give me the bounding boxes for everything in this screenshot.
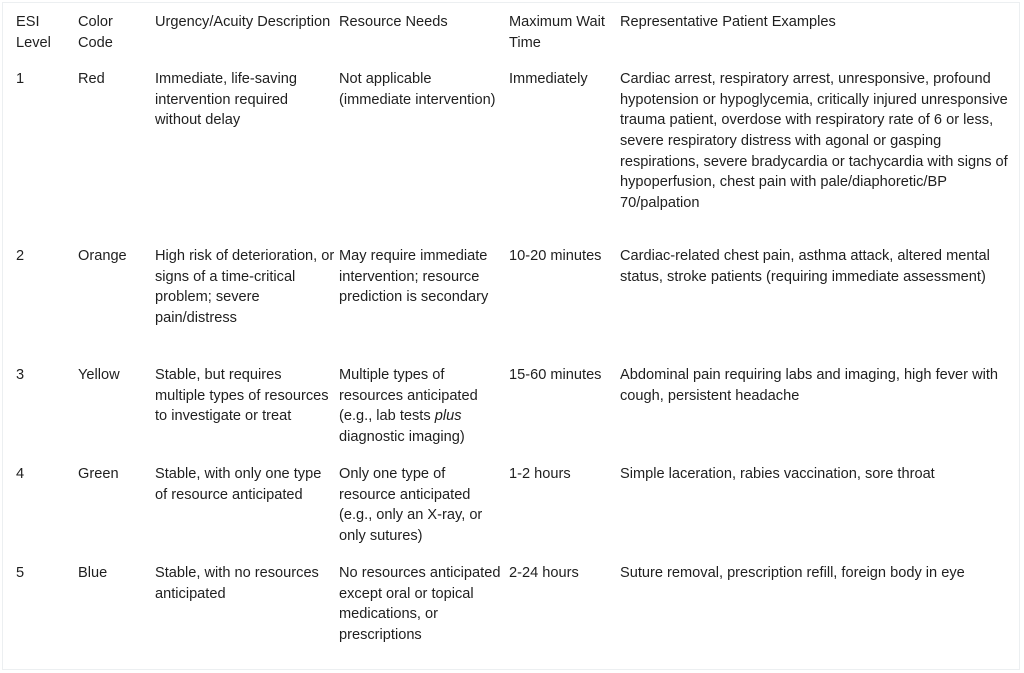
table-row — [0, 464, 1024, 563]
cell-patient-examples: Cardiac-related chest pain, asthma attack, altered mental status, stroke patients (requiring immediate assessment) — [620, 248, 990, 285]
cell-max-wait-time: 10-20 minutes — [509, 248, 602, 265]
cell-resource-needs: Not applicable (immediate intervention) — [339, 71, 496, 108]
cell-color-code: Yellow — [78, 367, 120, 384]
cell-esi-level: 5 — [16, 565, 25, 582]
table-row — [0, 563, 1024, 665]
resources-text-emphasis: plus — [434, 408, 462, 425]
cell-resource-needs: May require immediate intervention; resource prediction is secondary — [339, 248, 489, 306]
cell-urgency: Stable, but requires multiple types of resources to investigate or treat — [155, 367, 329, 425]
cell-max-wait-time: Immediately — [509, 71, 588, 88]
header-patient-examples: Representative Patient Examples — [620, 14, 836, 30]
cell-color-code: Red — [78, 71, 105, 88]
cell-esi-level: 3 — [16, 367, 25, 384]
cell-max-wait-time: 2-24 hours — [509, 565, 579, 582]
cell-max-wait-time: 15-60 minutes — [509, 367, 602, 384]
table-row — [0, 246, 1024, 365]
resources-text-pre: Multiple types of resources anticipated (e.g., lab tests — [339, 367, 478, 425]
cell-patient-examples: Simple laceration, rabies vaccination, sore throat — [620, 466, 935, 483]
cell-esi-level: 4 — [16, 466, 25, 483]
resources-text-post: diagnostic imaging) — [339, 428, 465, 445]
header-esi-level: ESI Level — [16, 14, 51, 51]
cell-resource-needs: Only one type of resource anticipated (e.g., only an X-ray, or only sutures) — [339, 466, 483, 544]
header-resource-needs: Resource Needs — [339, 14, 448, 30]
cell-color-code: Blue — [78, 565, 108, 582]
cell-urgency: Stable, with only one type of resource anticipated — [155, 466, 322, 503]
cell-urgency: Stable, with no resources anticipated — [155, 565, 319, 602]
header-color-code: Color Code — [78, 14, 113, 51]
cell-max-wait-time: 1-2 hours — [509, 466, 571, 483]
header-max-wait-time: Maximum Wait Time — [509, 14, 605, 51]
cell-esi-level: 2 — [16, 248, 25, 265]
cell-patient-examples: Suture removal, prescription refill, foreign body in eye — [620, 565, 965, 582]
cell-resource-needs: No resources anticipated except oral or topical medications, or prescriptions — [339, 565, 501, 643]
cell-urgency: High risk of deterioration, or signs of a time-critical problem; severe pain/distress — [155, 248, 335, 326]
table-row — [0, 365, 1024, 464]
cell-esi-level: 1 — [16, 71, 25, 88]
cell-urgency: Immediate, life-saving intervention required without delay — [155, 71, 297, 129]
table-row — [0, 69, 1024, 246]
header-row — [0, 0, 1024, 69]
cell-patient-examples: Cardiac arrest, respiratory arrest, unresponsive, profound hypotension or hypoglycemia, critically injured unresponsive trauma patient, overdose with respiratory rate of 6 or less, severe respiratory distress with agonal or gasping respirations, severe bradycardia or tachycardia with signs of hypoperfusion, chest pain with pale/diaphoretic/BP 70/palpation — [620, 71, 1008, 211]
cell-resource-needs — [339, 365, 509, 464]
cell-patient-examples: Abdominal pain requiring labs and imaging, high fever with cough, persistent headache — [620, 367, 999, 404]
cell-color-code: Green — [78, 466, 119, 483]
header-urgency: Urgency/Acuity Description — [155, 14, 331, 30]
cell-color-code: Orange — [78, 248, 127, 265]
